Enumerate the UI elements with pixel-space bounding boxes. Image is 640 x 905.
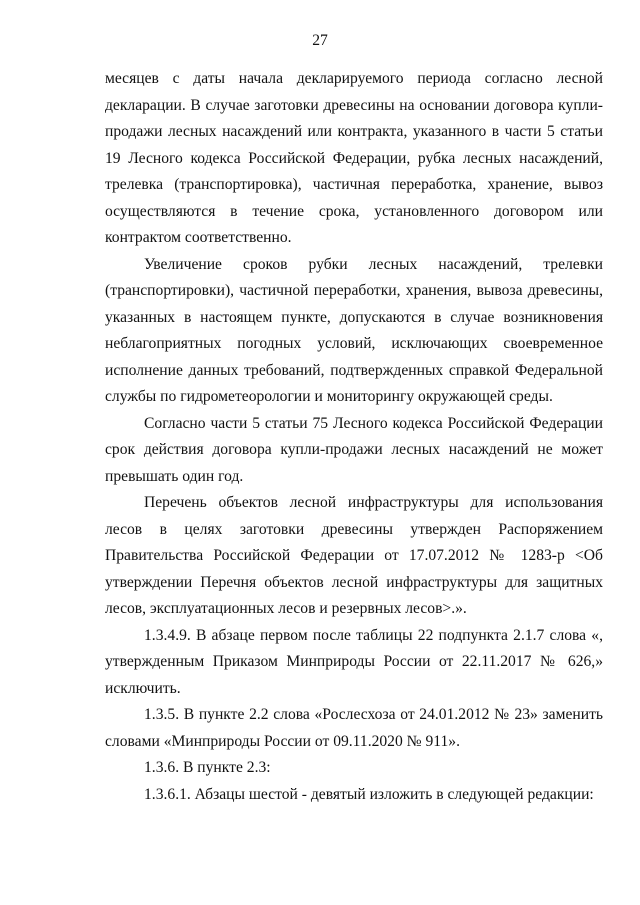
paragraph-term-extension: Увеличение сроков рубки лесных насаждений, трелевки (транспортировки), частичной переработки, хранения, вывоза древесины, указанных в настоящем пункте, допускаются в случае возникновения неблагоприятных погодных условий, исключающих своевременное исполнение данных требований, подтвержденных справкой Федеральной службы по гидрометеорологии и мониторингу окружающей среды. xyxy=(105,255,603,405)
paragraph-infrastructure-list: Перечень объектов лесной инфраструктуры для использования лесов в целях заготовки древесины утвержден Распоряжением Правительства Российской Федерации от 17.07.2012 № 1283-р <Об утверждении Перечня объектов лесной инфраструктуры для защитных лесов, эксплуатационных лесов и резервных лесов>.». xyxy=(105,494,603,617)
document-body xyxy=(105,66,603,808)
paragraph-item-1-3-5: 1.3.5. В пункте 2.2 слова «Рослесхоза от 24.01.2012 № 23» заменить словами «Минприроды России от 09.11.2020 № 911». xyxy=(105,706,603,750)
paragraph-item-1-3-6: 1.3.6. В пункте 2.3: xyxy=(144,759,271,776)
paragraph-item-1-3-4-9: 1.3.4.9. В абзаце первом после таблицы 22 подпункта 2.1.7 слова «, утвержденным Приказом Минприроды России от 22.11.2017 № 626,» исключить. xyxy=(105,626,603,697)
paragraph-item-1-3-6-1: 1.3.6.1. Абзацы шестой - девятый изложить в следующей редакции: xyxy=(144,785,594,803)
paragraph-contract-duration: Согласно части 5 статьи 75 Лесного кодекса Российской Федерации срок действия договора купли-продажи лесных насаждений не может превышать один год. xyxy=(105,414,603,485)
page-number: 27 xyxy=(312,32,328,49)
paragraph-harvest-terms: месяцев с даты начала декларируемого периода согласно лесной декларации. В случае заготовки древесины на основании договора купли-продажи лесных насаждений или контракта, указанного в части 5 статьи 19 Лесного кодекса Российской Федерации, рубка лесных насаждений, трелевка (транспортировка), частичная переработка, хранение, вывоз осуществляются в течение срока, установленного договором или контрактом соответственно. xyxy=(105,70,603,246)
